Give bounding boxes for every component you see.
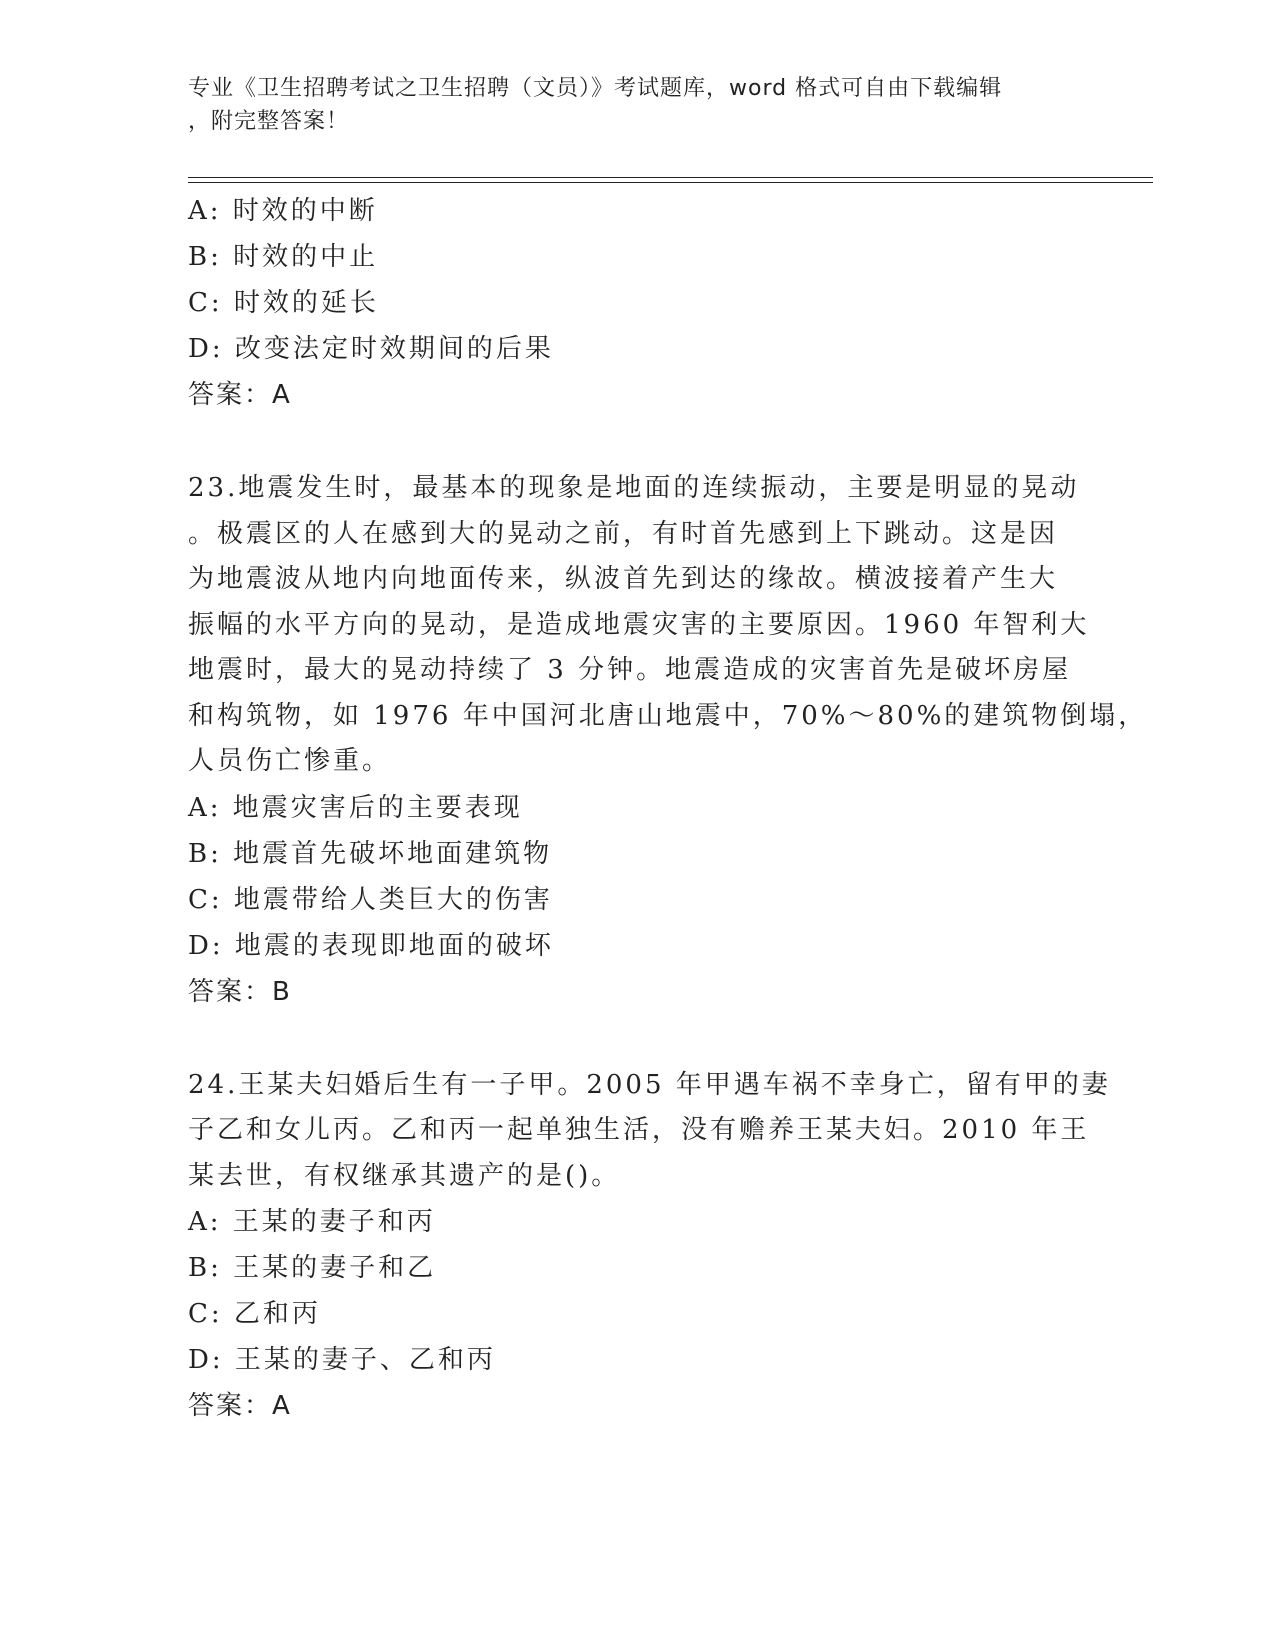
question-22 [188, 188, 1088, 418]
document-header [188, 72, 1068, 138]
answer-line: 答案：A [188, 380, 292, 410]
option-a: A: 时效的中断 [188, 196, 378, 226]
option-d: D: 地震的表现即地面的破坏 [188, 930, 554, 961]
option-b: B: 时效的中止 [188, 242, 379, 272]
option-d: D: 改变法定时效期间的后果 [188, 334, 554, 364]
answer-line: 答案：A [188, 1391, 292, 1421]
question-stem-line: 和构筑物，如 1976 年中国河北唐山地震中，70%～80%的建筑物倒塌， [188, 700, 1148, 731]
option-d: D: 王某的妻子、乙和丙 [188, 1345, 496, 1375]
option-b: B: 地震首先破坏地面建筑物 [188, 838, 553, 869]
spacer [188, 1015, 1088, 1063]
option-c: C: 乙和丙 [188, 1299, 321, 1329]
question-24 [188, 1063, 1111, 1430]
question-23 [188, 466, 1148, 1015]
header-divider-bottom [188, 182, 1153, 183]
question-stem-line: 。极震区的人在感到大的晃动之前，有时首先感到上下跳动。这是因 [188, 518, 1059, 549]
question-stem-line: 子乙和女儿丙。乙和丙一起单独生活，没有赡养王某夫妇。2010 年王 [188, 1115, 1090, 1145]
header-divider-top [188, 177, 1153, 178]
option-c: C: 地震带给人类巨大的伤害 [188, 884, 553, 915]
question-stem-line: 24.王某夫妇婚后生有一子甲。2005 年甲遇车祸不幸身亡，留有甲的妻 [188, 1069, 1111, 1100]
spacer [188, 418, 1088, 466]
question-stem-line: 为地震波从地内向地面传来，纵波首先到达的缘故。横波接着产生大 [188, 564, 1059, 594]
question-stem-line: 某去世，有权继承其遗产的是()。 [188, 1160, 621, 1191]
option-b: B: 王某的妻子和乙 [188, 1253, 437, 1283]
question-stem-line: 人员伤亡惨重。 [188, 746, 392, 776]
header-line-1: 专业《卫生招聘考试之卫生招聘（文员）》考试题库，word 格式可自由下载编辑 [188, 76, 1003, 101]
option-a: A: 王某的妻子和丙 [188, 1207, 436, 1237]
option-c: C: 时效的延长 [188, 288, 379, 318]
question-content [188, 188, 1148, 1429]
question-stem-line: 振幅的水平方向的晃动，是造成地震灾害的主要原因。1960 年智利大 [188, 609, 1090, 640]
question-stem-line: 地震时，最大的晃动持续了 3 分钟。地震造成的灾害首先是破坏房屋 [188, 655, 1072, 685]
question-stem-line: 23.地震发生时，最基本的现象是地面的连续振动，主要是明显的晃动 [188, 473, 1080, 503]
answer-line: 答案：B [188, 976, 292, 1007]
option-a: A: 地震灾害后的主要表现 [188, 792, 523, 823]
header-line-2: ，附完整答案！ [188, 109, 350, 134]
